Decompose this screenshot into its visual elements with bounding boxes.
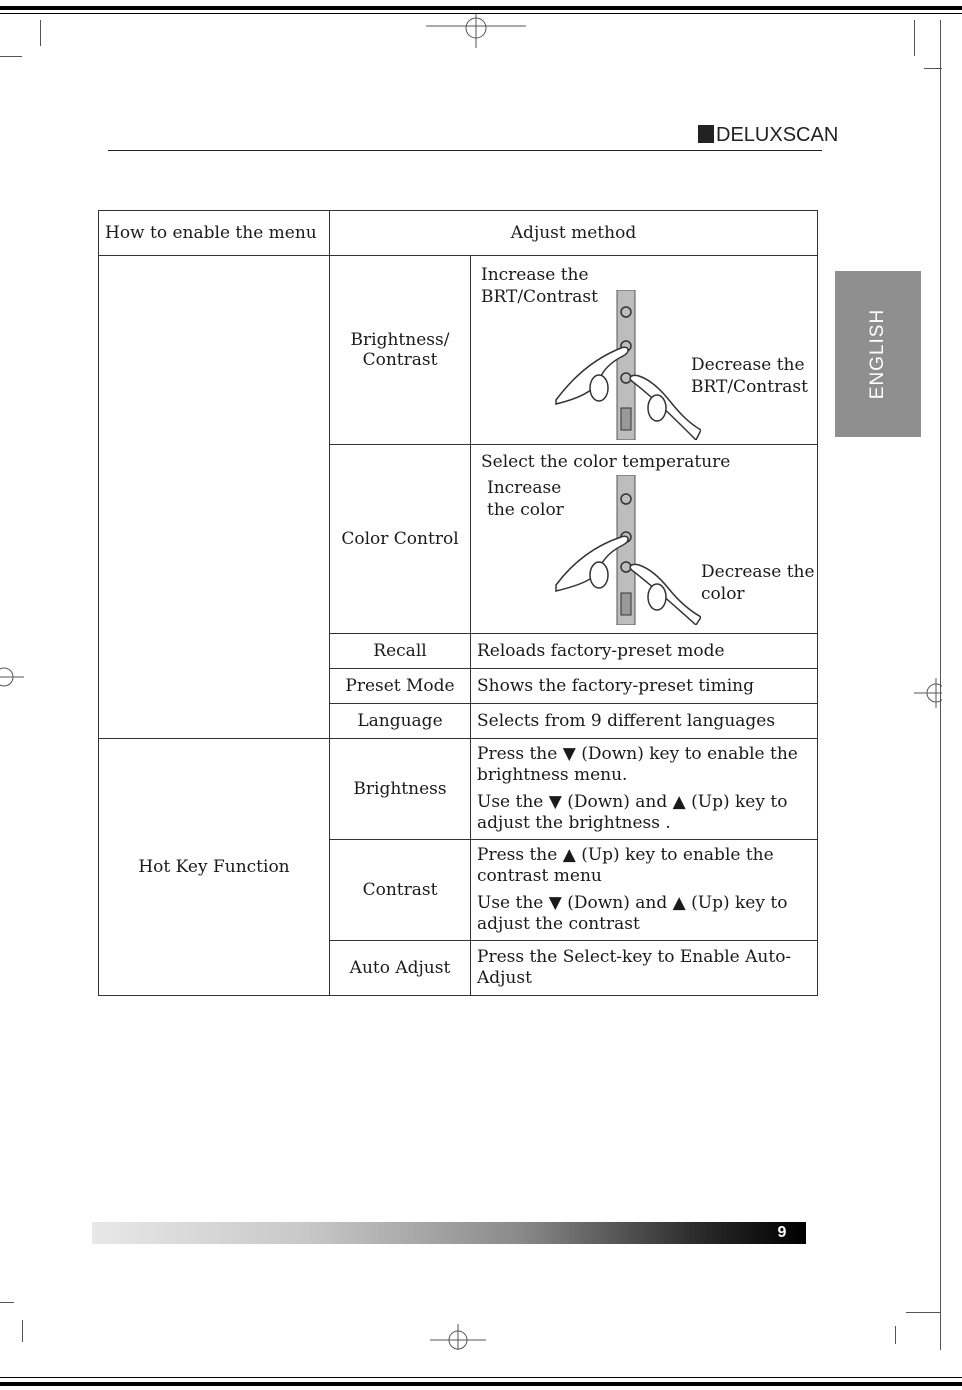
brightness-label: Brightness <box>330 739 471 840</box>
footer-gradient-bar <box>92 1222 806 1244</box>
brightness-desc-2: Use the ▼ (Down) and ▲ (Up) key to adjust the brightness . <box>477 792 788 833</box>
brightness-contrast-label: Brightness/ Contrast <box>350 330 450 370</box>
logo-text: DELUXSCAN <box>716 124 839 146</box>
crop-mark <box>0 56 22 57</box>
language-desc: Selects from 9 different languages <box>471 704 818 739</box>
recall-desc: Reloads factory-preset mode <box>471 634 818 669</box>
crop-mark <box>914 20 915 56</box>
color-control-label: Color Control <box>341 529 459 549</box>
row-label <box>330 445 471 634</box>
contrast-desc <box>471 840 818 941</box>
menu-enable-cell <box>99 256 330 739</box>
increase-color-text: Increase the color <box>487 478 564 520</box>
preset-mode-desc: Shows the factory-preset timing <box>471 669 818 704</box>
bottom-border <box>0 1382 962 1390</box>
brightness-desc-1: Press the ▼ (Down) key to enable the brightness menu. <box>477 744 798 785</box>
header-enable-menu: How to enable the menu <box>99 211 330 256</box>
recall-label: Recall <box>330 634 471 669</box>
header-rule <box>108 150 822 151</box>
hand-buttons-icon <box>551 290 701 440</box>
brightness-desc <box>471 739 818 840</box>
row-label <box>330 256 471 445</box>
registration-mark <box>0 664 24 690</box>
registration-mark <box>914 676 942 710</box>
color-control-illustration <box>471 445 818 634</box>
hand-buttons-icon <box>551 475 701 625</box>
logo-icon <box>698 125 714 143</box>
top-border <box>0 0 962 10</box>
auto-adjust-label: Auto Adjust <box>330 941 471 996</box>
language-tab <box>835 271 921 437</box>
crop-mark <box>40 20 41 46</box>
table-row <box>99 256 818 445</box>
table-header-row <box>99 211 818 256</box>
preset-mode-label: Preset Mode <box>330 669 471 704</box>
decrease-color-text: Decrease the color <box>701 562 815 604</box>
registration-mark <box>430 1324 486 1350</box>
menu-table <box>98 210 818 996</box>
contrast-desc-1: Press the ▲ (Up) key to enable the contrast menu <box>477 845 774 886</box>
decrease-brt-text: Decrease the BRT/Contrast <box>691 355 808 397</box>
header-adjust-method: Adjust method <box>330 211 818 256</box>
crop-mark <box>22 1320 23 1342</box>
crop-mark <box>895 1326 896 1344</box>
increase-brt-text: Increase the BRT/Contrast <box>481 265 598 307</box>
registration-mark <box>426 14 526 48</box>
hot-key-function-label: Hot Key Function <box>99 739 330 996</box>
contrast-label: Contrast <box>330 840 471 941</box>
contrast-desc-2: Use the ▼ (Down) and ▲ (Up) key to adjust the contrast <box>477 893 788 934</box>
brightness-contrast-illustration <box>471 256 818 445</box>
table-row <box>99 739 818 840</box>
language-tab-label: ENGLISH <box>867 308 889 400</box>
page-number: 9 <box>777 1224 787 1241</box>
brand-logo <box>698 124 838 147</box>
language-label: Language <box>330 704 471 739</box>
auto-adjust-desc: Press the Select-key to Enable Auto-Adjust <box>471 941 818 996</box>
color-temp-text: Select the color temperature <box>481 452 731 472</box>
crop-mark <box>0 1302 14 1303</box>
crop-mark <box>906 1312 940 1313</box>
